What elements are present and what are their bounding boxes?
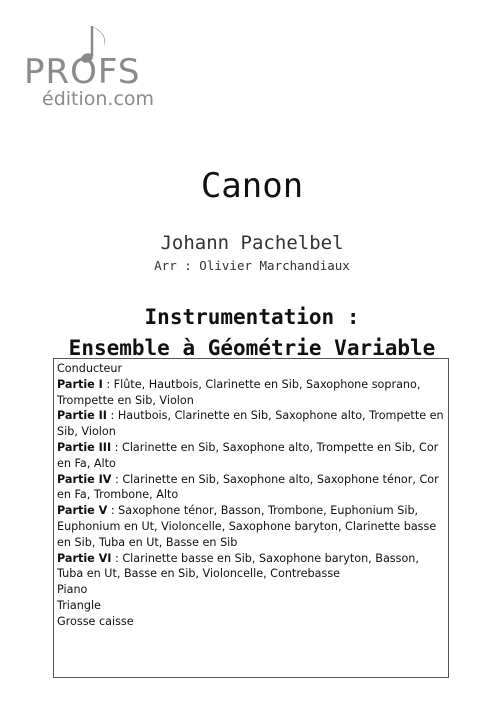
instrumentation-line-2: Ensemble à Géométrie Variable <box>68 336 436 360</box>
page-title: Canon <box>200 166 304 206</box>
list-item-part-3 <box>57 440 445 472</box>
part-instruments: : Clarinette en Sib, Saxophone alto, Saxophone ténor, Cor en Fa, Trombone, Alto <box>57 472 439 502</box>
list-item-part-1 <box>57 377 445 409</box>
list-item-conducteur: Conducteur <box>57 362 123 375</box>
instrumentation-heading <box>0 302 504 364</box>
list-item-grosse-caisse: Grosse caisse <box>57 614 134 628</box>
part-name: Partie IV <box>57 472 112 486</box>
list-item-piano: Piano <box>57 583 88 597</box>
logo-edition-text: édition.com <box>42 88 155 110</box>
part-name: Partie III <box>57 440 112 454</box>
part-instruments: : Clarinette en Sib, Saxophone alto, Trompette en Sib, Cor en Fa, Alto <box>57 440 439 470</box>
part-name: Partie V <box>57 504 108 518</box>
list-item-part-4 <box>57 472 445 504</box>
logo-profs-text: PROFS <box>24 52 141 92</box>
list-item-part-5 <box>57 503 445 550</box>
part-instruments: : Flûte, Hautbois, Clarinette en Sib, Saxophone soprano, Trompette en Sib, Violon <box>57 377 421 407</box>
list-item-part-2 <box>57 408 445 440</box>
list-item-part-6 <box>57 551 445 583</box>
composer-name: Johann Pachelbel <box>160 232 344 254</box>
part-name: Partie II <box>57 409 107 423</box>
part-instruments: : Clarinette basse en Sib, Saxophone baryton, Basson, Tuba en Ut, Basse en Sib, Violoncelle, Contrebasse <box>57 551 419 581</box>
instrument-list-box <box>53 358 449 678</box>
publisher-logo <box>24 22 184 114</box>
part-name: Partie I <box>57 377 103 391</box>
instrumentation-line-1: Instrumentation : <box>144 305 360 329</box>
list-item-triangle: Triangle <box>57 598 101 612</box>
part-instruments: : Saxophone ténor, Basson, Trombone, Euphonium Sib, Euphonium en Ut, Violoncelle, Saxophone baryton, Clarinette basse en Sib, Tuba en Ut, Basse en Sib <box>57 504 437 549</box>
part-instruments: : Hautbois, Clarinette en Sib, Saxophone alto, Trompette en Sib, Violon <box>57 409 444 439</box>
arranger-credit: Arr : Olivier Marchandiaux <box>154 258 350 273</box>
part-name: Partie VI <box>57 551 112 565</box>
